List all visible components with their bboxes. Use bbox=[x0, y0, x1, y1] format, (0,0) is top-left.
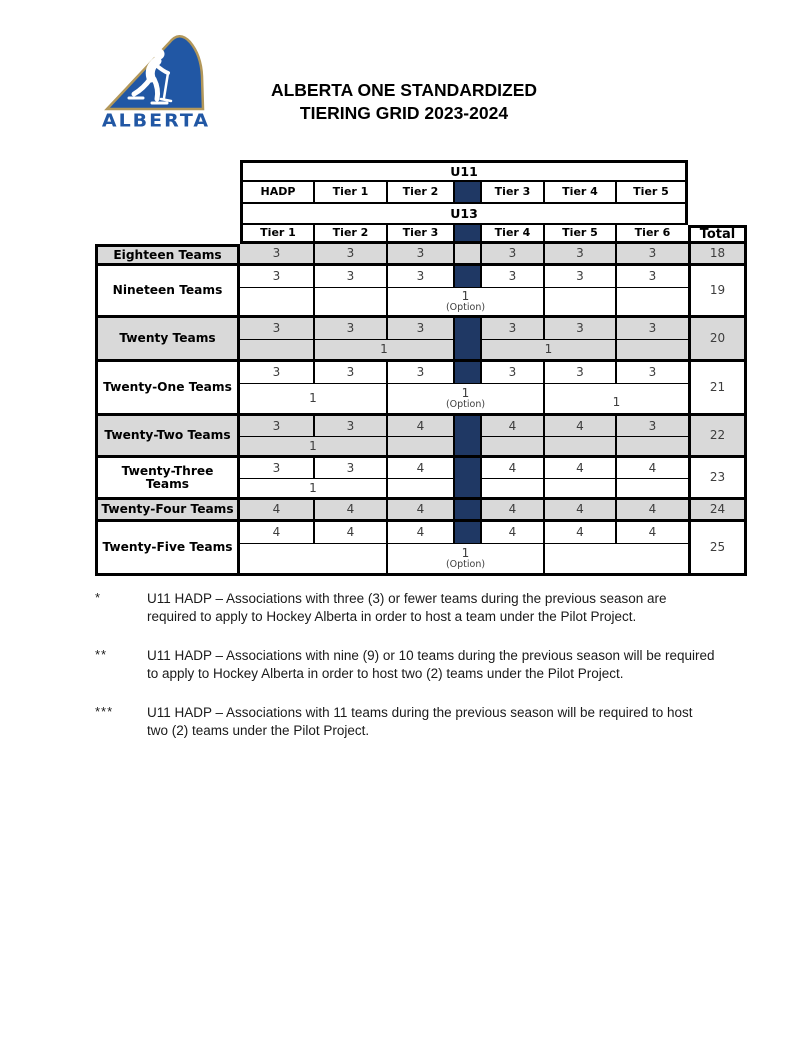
empty-cell bbox=[545, 544, 688, 576]
footnote-marker: ** bbox=[95, 647, 108, 662]
team-count-cell: 3 bbox=[315, 318, 388, 340]
team-count-cell: 3 bbox=[545, 244, 617, 266]
option-label: (Option) bbox=[445, 559, 486, 571]
empty-cell bbox=[617, 437, 688, 458]
row-label-twenty-one-teams bbox=[95, 362, 240, 416]
row-label-text: Nineteen Teams bbox=[112, 283, 223, 298]
team-count-cell: 3 bbox=[315, 362, 388, 384]
team-count-cell: 4 bbox=[315, 500, 388, 522]
total-cell: 21 bbox=[688, 362, 747, 416]
footnote-text: U11 HADP – Associations with three (3) or fewer teams during the previous season are required to apply to Hockey Alberta in order to host a team under the Pilot Project. bbox=[147, 591, 667, 624]
total-cell: 20 bbox=[688, 318, 747, 362]
divider-cell bbox=[455, 479, 482, 500]
split-count-cell: 1 bbox=[545, 384, 688, 416]
divider-cell bbox=[455, 437, 482, 458]
team-count-cell: 3 bbox=[240, 458, 315, 479]
u13-tier-header: Tier 5 bbox=[545, 225, 617, 244]
team-count-cell: 4 bbox=[482, 416, 545, 437]
team-count-cell: 4 bbox=[545, 522, 617, 544]
split-count-cell: 1 bbox=[240, 437, 388, 458]
row-label-twenty-three-teams bbox=[95, 458, 240, 500]
team-count-cell: 3 bbox=[388, 244, 455, 266]
empty-cell bbox=[388, 437, 455, 458]
team-count-cell: 3 bbox=[315, 458, 388, 479]
divider-cell bbox=[455, 182, 482, 204]
title-line-1: ALBERTA ONE STANDARDIZED bbox=[270, 80, 538, 100]
divider-cell bbox=[455, 340, 482, 362]
footnote-marker: *** bbox=[95, 704, 114, 719]
divider-cell-shaded bbox=[455, 244, 482, 266]
total-cell: 18 bbox=[688, 244, 747, 266]
option-cell bbox=[388, 544, 545, 576]
option-value: 1 bbox=[461, 385, 470, 400]
team-count-cell: 3 bbox=[388, 318, 455, 340]
option-cell bbox=[388, 384, 545, 416]
u13-tier-header: Tier 4 bbox=[482, 225, 545, 244]
empty-cell bbox=[240, 544, 388, 576]
row-label-text: Eighteen Teams bbox=[113, 247, 222, 262]
option-label: (Option) bbox=[445, 399, 486, 411]
row-label-text: Twenty Teams bbox=[119, 331, 216, 346]
divider-cell bbox=[455, 266, 482, 288]
divider-cell bbox=[455, 225, 482, 244]
split-count-cell: 1 bbox=[240, 479, 388, 500]
team-count-cell: 3 bbox=[482, 244, 545, 266]
team-count-cell: 3 bbox=[240, 362, 315, 384]
footnotes bbox=[95, 590, 720, 761]
footnote-3 bbox=[95, 704, 720, 740]
row-label-text: Twenty-Four Teams bbox=[101, 502, 234, 517]
team-count-cell: 4 bbox=[388, 416, 455, 437]
team-count-cell: 3 bbox=[240, 266, 315, 288]
team-count-cell: 4 bbox=[482, 522, 545, 544]
option-cell bbox=[388, 288, 545, 318]
team-count-cell: 4 bbox=[388, 458, 455, 479]
team-count-cell: 4 bbox=[617, 458, 688, 479]
row-label-twenty-two-teams bbox=[95, 416, 240, 458]
u11-tier-header: Tier 1 bbox=[315, 182, 388, 204]
row-label-twenty-five-teams bbox=[95, 522, 240, 576]
u11-tier-header: Tier 3 bbox=[482, 182, 545, 204]
row-label-twenty-teams bbox=[95, 318, 240, 362]
team-count-cell: 3 bbox=[545, 266, 617, 288]
footnote-1 bbox=[95, 590, 720, 626]
total-cell: 24 bbox=[688, 500, 747, 522]
empty-cell bbox=[315, 288, 388, 318]
row-label-text: Twenty-One Teams bbox=[103, 380, 232, 395]
team-count-cell: 3 bbox=[482, 318, 545, 340]
divider-cell bbox=[455, 318, 482, 340]
empty-cell bbox=[482, 479, 545, 500]
empty-cell bbox=[545, 288, 617, 318]
divider-cell bbox=[455, 522, 482, 544]
empty-cell bbox=[545, 479, 617, 500]
hockey-player-icon bbox=[93, 32, 219, 112]
team-count-cell: 3 bbox=[617, 266, 688, 288]
tiering-grid-table bbox=[95, 160, 747, 576]
row-label-text-2: Teams bbox=[145, 476, 190, 491]
team-count-cell: 3 bbox=[617, 244, 688, 266]
row-label-nineteen-teams bbox=[95, 266, 240, 318]
empty-cell bbox=[617, 340, 688, 362]
team-count-cell: 4 bbox=[315, 522, 388, 544]
empty-cell bbox=[482, 437, 545, 458]
empty-cell bbox=[388, 479, 455, 500]
option-value: 1 bbox=[461, 545, 470, 560]
team-count-cell: 3 bbox=[388, 266, 455, 288]
split-count-cell: 1 bbox=[240, 384, 388, 416]
empty-cell bbox=[240, 340, 315, 362]
divider-cell bbox=[455, 416, 482, 437]
page-title bbox=[244, 79, 564, 125]
divider-cell bbox=[455, 458, 482, 479]
u13-tier-header: Tier 2 bbox=[315, 225, 388, 244]
team-count-cell: 4 bbox=[482, 458, 545, 479]
footnote-2 bbox=[95, 647, 720, 683]
empty-cell bbox=[617, 288, 688, 318]
u13-tier-header: Tier 1 bbox=[240, 225, 315, 244]
divider-cell bbox=[455, 362, 482, 384]
footnote-text: U11 HADP – Associations with nine (9) or 10 teams during the previous season will be required to apply to Hockey Alberta in order to host two (2) teams under the Pilot Project. bbox=[147, 648, 715, 681]
u11-header: U11 bbox=[240, 160, 688, 182]
team-count-cell: 3 bbox=[617, 416, 688, 437]
team-count-cell: 4 bbox=[617, 500, 688, 522]
team-count-cell: 3 bbox=[240, 318, 315, 340]
footnote-text: U11 HADP – Associations with 11 teams during the previous season will be required to host two (2) teams under the Pilot Project. bbox=[147, 705, 693, 738]
team-count-cell: 4 bbox=[617, 522, 688, 544]
team-count-cell: 4 bbox=[240, 500, 315, 522]
divider-cell bbox=[455, 500, 482, 522]
team-count-cell: 4 bbox=[545, 416, 617, 437]
team-count-cell: 4 bbox=[388, 522, 455, 544]
total-cell: 19 bbox=[688, 266, 747, 318]
row-label-text: Twenty-Five Teams bbox=[102, 540, 233, 555]
team-count-cell: 3 bbox=[315, 266, 388, 288]
u13-header: U13 bbox=[240, 204, 688, 225]
u11-tier-header: Tier 5 bbox=[617, 182, 688, 204]
team-count-cell: 4 bbox=[240, 522, 315, 544]
team-count-cell: 3 bbox=[545, 318, 617, 340]
u11-tier-header: Tier 2 bbox=[388, 182, 455, 204]
team-count-cell: 4 bbox=[482, 500, 545, 522]
row-label-eighteen-teams bbox=[95, 244, 240, 266]
team-count-cell: 3 bbox=[617, 318, 688, 340]
option-label: (Option) bbox=[445, 302, 486, 314]
logo-wordmark: ALBERTA bbox=[101, 110, 211, 132]
u13-tier-header: Tier 3 bbox=[388, 225, 455, 244]
team-count-cell: 3 bbox=[240, 244, 315, 266]
u11-tier-header: HADP bbox=[240, 182, 315, 204]
team-count-cell: 4 bbox=[388, 500, 455, 522]
empty-cell bbox=[545, 437, 617, 458]
team-count-cell: 4 bbox=[545, 500, 617, 522]
team-count-cell: 3 bbox=[482, 266, 545, 288]
title-line-2: TIERING GRID 2023-2024 bbox=[299, 103, 509, 123]
total-cell: 25 bbox=[688, 522, 747, 576]
total-header: Total bbox=[688, 225, 747, 244]
footnote-marker: * bbox=[95, 590, 102, 605]
hockey-alberta-logo bbox=[93, 32, 219, 132]
team-count-cell: 4 bbox=[545, 458, 617, 479]
team-count-cell: 3 bbox=[545, 362, 617, 384]
empty-cell bbox=[240, 288, 315, 318]
empty-cell bbox=[617, 479, 688, 500]
row-label-twenty-four-teams bbox=[95, 500, 240, 522]
team-count-cell: 3 bbox=[482, 362, 545, 384]
split-count-cell: 1 bbox=[315, 340, 455, 362]
option-value: 1 bbox=[461, 288, 470, 303]
total-cell: 22 bbox=[688, 416, 747, 458]
team-count-cell: 3 bbox=[240, 416, 315, 437]
row-label-text: Twenty-Two Teams bbox=[104, 428, 231, 443]
row-label-text: Twenty-Three bbox=[121, 463, 214, 478]
u11-tier-header: Tier 4 bbox=[545, 182, 617, 204]
team-count-cell: 3 bbox=[617, 362, 688, 384]
u13-tier-header: Tier 6 bbox=[617, 225, 688, 244]
team-count-cell: 3 bbox=[315, 244, 388, 266]
total-cell: 23 bbox=[688, 458, 747, 500]
team-count-cell: 3 bbox=[315, 416, 388, 437]
split-count-cell: 1 bbox=[482, 340, 617, 362]
team-count-cell: 3 bbox=[388, 362, 455, 384]
